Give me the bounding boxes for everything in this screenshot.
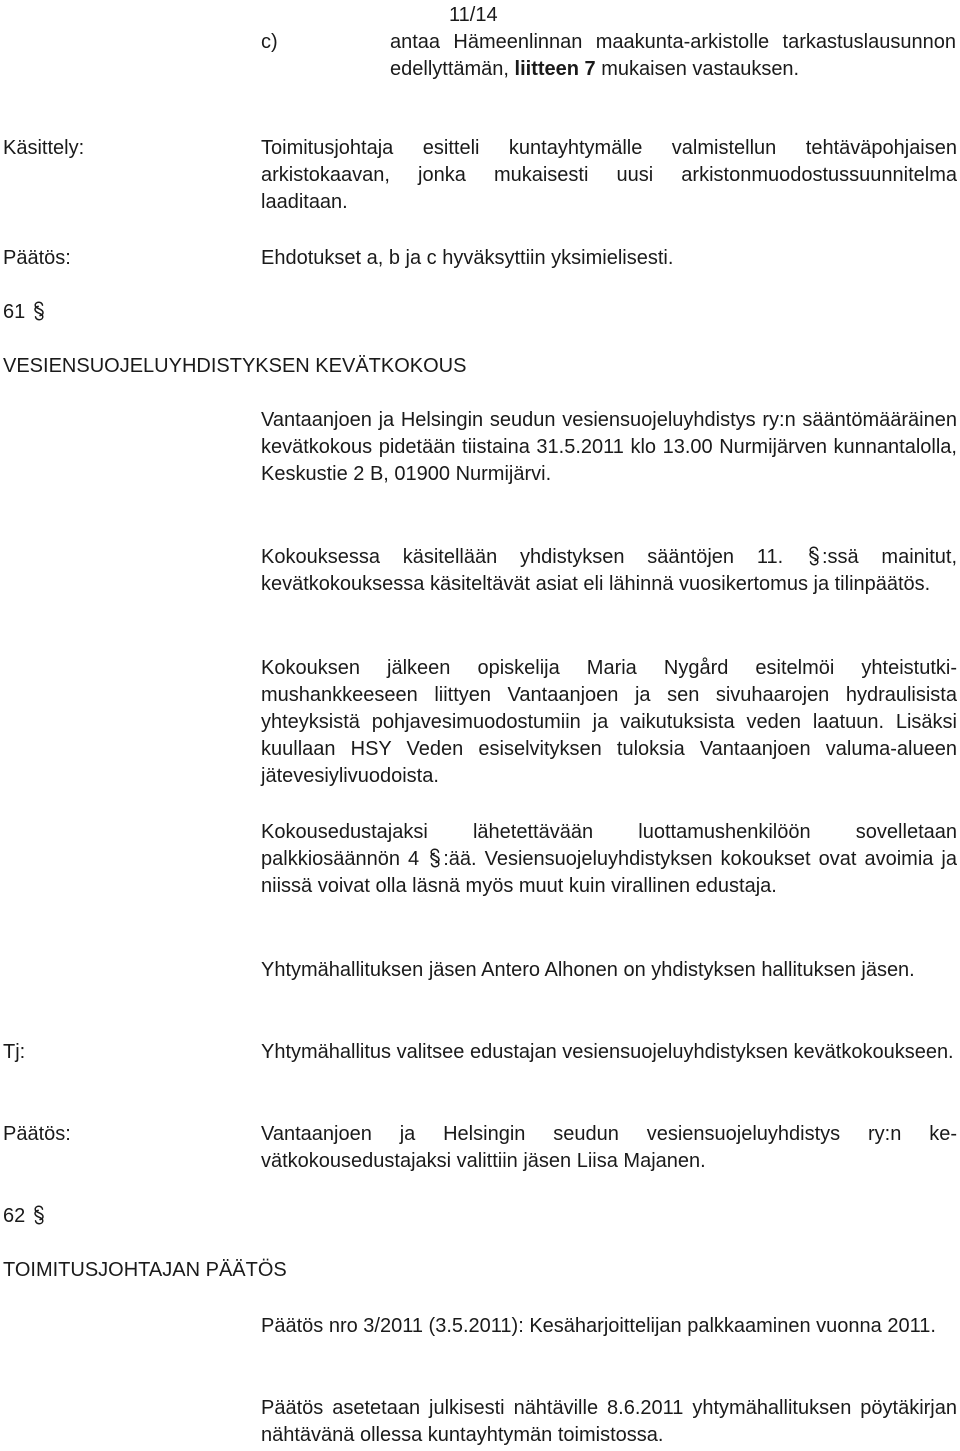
section-sign-icon bbox=[31, 1205, 47, 1225]
section-sign-icon bbox=[806, 546, 822, 566]
item-c-text bbox=[390, 29, 956, 83]
page-number: 11/14 bbox=[449, 4, 498, 26]
paatos-label: Päätös: bbox=[3, 247, 71, 269]
section-sign-icon bbox=[427, 848, 443, 868]
section-number: 61 bbox=[3, 301, 26, 323]
paatos-text: Ehdotukset a, b ja c hyväksyttiin yksimielisesti. bbox=[261, 247, 674, 269]
item-c-text-before: antaa Hämeenlinnan maakunta-arkistolle tarkastuslausunnon edellyttämän, bbox=[390, 31, 956, 80]
tj-text: Yhtymähallitus valitsee edustajan vesiensuojeluyhdistyksen kevätkokoukseen. bbox=[261, 1041, 954, 1063]
s61-p4-before: Kokousedustajaksi lähetettävään luottamushenkilöön sovelletaan palkkiosäännön 4 bbox=[261, 821, 957, 870]
item-c-bold: liitteen 7 bbox=[514, 58, 596, 80]
s62-paragraph-1: Päätös nro 3/2011 (3.5.2011): Kesäharjoittelijan palkkaaminen vuonna 2011. bbox=[261, 1315, 936, 1337]
section-61-heading: VESIENSUOJELUYHDISTYKSEN KEVÄTKOKOUS bbox=[3, 355, 467, 377]
s61-paragraph-2 bbox=[261, 544, 957, 598]
kasittely-text: Toimitusjohtaja esitteli kuntayhtymälle valmistellun tehtäväpohjaisen arkistokaavan, jonka mukaisesti uusi arkistonmuodostussuunnitelma laaditaan. bbox=[261, 137, 957, 213]
item-marker-c: c) bbox=[261, 31, 278, 53]
section-sign-icon bbox=[31, 301, 47, 321]
s61-paragraph-3: Kokouksen jälkeen opiskelija Maria Nygård esitelmöi yhteistutkimushankkeeseen liittyen Vantaanjoen ja sen sivuhaarojen hydraulisista yhteyksistä pohjavesimuodostumiin ja vaikutuksista veden laatuun. Lisäksi kuullaan HSY Veden esiselvityksen tuloksia Vantaanjoen valuma-alueen jätevesiylivuodoista. bbox=[261, 657, 957, 787]
paatos-61-label: Päätös: bbox=[3, 1123, 71, 1145]
s61-p2-before: Kokouksessa käsitellään yhdistyksen sääntöjen 11. bbox=[261, 546, 784, 568]
tj-label: Tj: bbox=[3, 1041, 26, 1063]
s62-paragraph-2: Päätös asetetaan julkisesti nähtäville 8.6.2011 yhtymähallituksen pöytäkirjan nähtävänä ollessa kuntayhtymän toimistossa. bbox=[261, 1397, 957, 1446]
paatos-61-text: Vantaanjoen ja Helsingin seudun vesiensuojeluyhdistys ry:n kevätkokousedustajaksi valittiin jäsen Liisa Majanen. bbox=[261, 1123, 957, 1172]
kasittely-label: Käsittely: bbox=[3, 137, 85, 159]
section-number: 62 bbox=[3, 1205, 26, 1227]
section-61-number bbox=[3, 299, 47, 326]
s61-paragraph-4 bbox=[261, 819, 957, 900]
section-62-heading: TOIMITUSJOHTAJAN PÄÄTÖS bbox=[3, 1259, 287, 1281]
s61-paragraph-1: Vantaanjoen ja Helsingin seudun vesiensuojeluyhdistys ry:n sääntömääräinen kevätkokous pidetään tiistaina 31.5.2011 klo 13.00 Nurmijärven kunnantalolla, Keskustie 2 B, 01900 Nurmijärvi. bbox=[261, 409, 957, 485]
s61-p2-after: :ssä mainitut, kevätkokouksessa käsiteltävät asiat eli lähinnä vuosikertomus ja tilinpäätös. bbox=[261, 546, 958, 595]
s61-paragraph-5: Yhtymähallituksen jäsen Antero Alhonen on yhdistyksen hallituksen jäsen. bbox=[261, 959, 915, 981]
section-62-number bbox=[3, 1203, 47, 1230]
item-c-text-after: mukaisen vastauksen. bbox=[601, 58, 800, 80]
s61-p4-after: :ää. Vesiensuojeluyhdistyksen kokoukset ovat avoimia ja niissä voivat olla läsnä myös muut kuin virallinen edustaja. bbox=[261, 848, 957, 897]
